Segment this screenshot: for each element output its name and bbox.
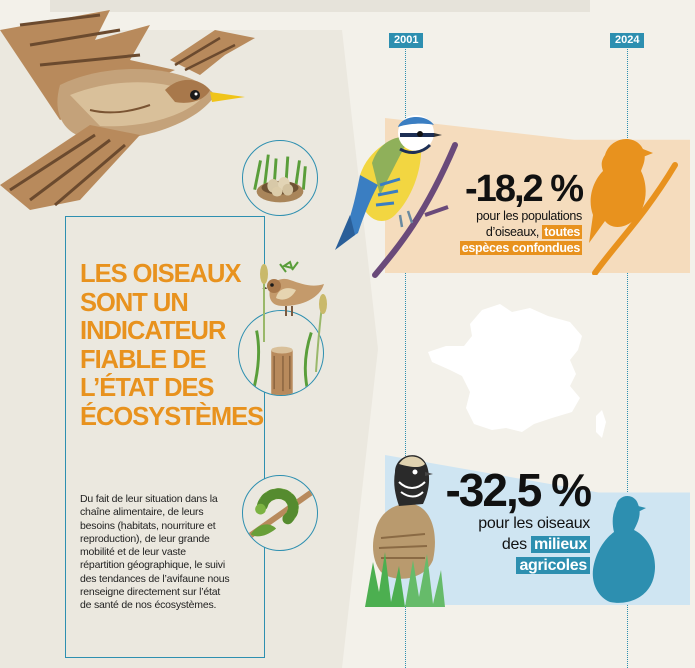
- stat-farmland-desc-line3: [430, 555, 590, 576]
- year-start-label: 2001: [389, 33, 423, 48]
- stat-all-species-highlight-2: espèces confondues: [461, 241, 580, 255]
- headline-line: L’ÉTAT DES: [80, 374, 214, 402]
- stat-farmland-highlight-1: milieux: [531, 536, 590, 553]
- headline-line: INDICATEUR: [80, 317, 226, 345]
- headline-line: LES OISEAUX: [80, 260, 241, 288]
- stat-all-species-highlight-1: toutes: [544, 225, 580, 239]
- headline-line: FIABLE DE: [80, 345, 206, 374]
- stat-farmland-desc-text: des: [501, 536, 527, 553]
- nest-with-eggs-icon: [242, 140, 318, 216]
- headline: [80, 260, 295, 431]
- bird-silhouette-icon: [575, 125, 680, 275]
- headline-line: SONT UN: [80, 288, 188, 317]
- stat-farmland-highlight-2: agricoles: [516, 557, 590, 574]
- stat-farmland-desc-line1: pour les oiseaux: [478, 515, 590, 532]
- stat-all-species: [430, 170, 582, 256]
- stat-farmland-desc-line2: [430, 534, 590, 555]
- wheat-stalk-right-icon: [312, 292, 330, 372]
- stat-all-species-desc-text: pour les populations d’oiseaux,: [476, 209, 582, 239]
- stat-farmland: [430, 464, 590, 576]
- stat-farmland-value: -32,5 %: [445, 464, 590, 516]
- stat-all-species-value: -18,2 %: [465, 168, 582, 210]
- stat-all-species-desc-line2: [430, 240, 582, 256]
- body-text: Du fait de leur situation dans la chaîne alimentaire, de leurs besoins (habitats, nourriture et reproduction), de leur grande mobilité et de leur vaste répartition géographique, le suivi des tendances de l’avifaune nous renseigne directement sur l’état de santé de nos écosystèmes.: [80, 493, 230, 612]
- year-end-label: 2024: [610, 33, 644, 48]
- stat-all-species-desc: [430, 208, 582, 240]
- caterpillar-on-twig-icon: [242, 475, 318, 551]
- france-map-icon: [420, 300, 620, 450]
- skylark-flying-illustration: [0, 0, 260, 215]
- partridge-silhouette-icon: [588, 492, 663, 607]
- headline-line: ÉCOSYSTÈMES: [80, 402, 264, 431]
